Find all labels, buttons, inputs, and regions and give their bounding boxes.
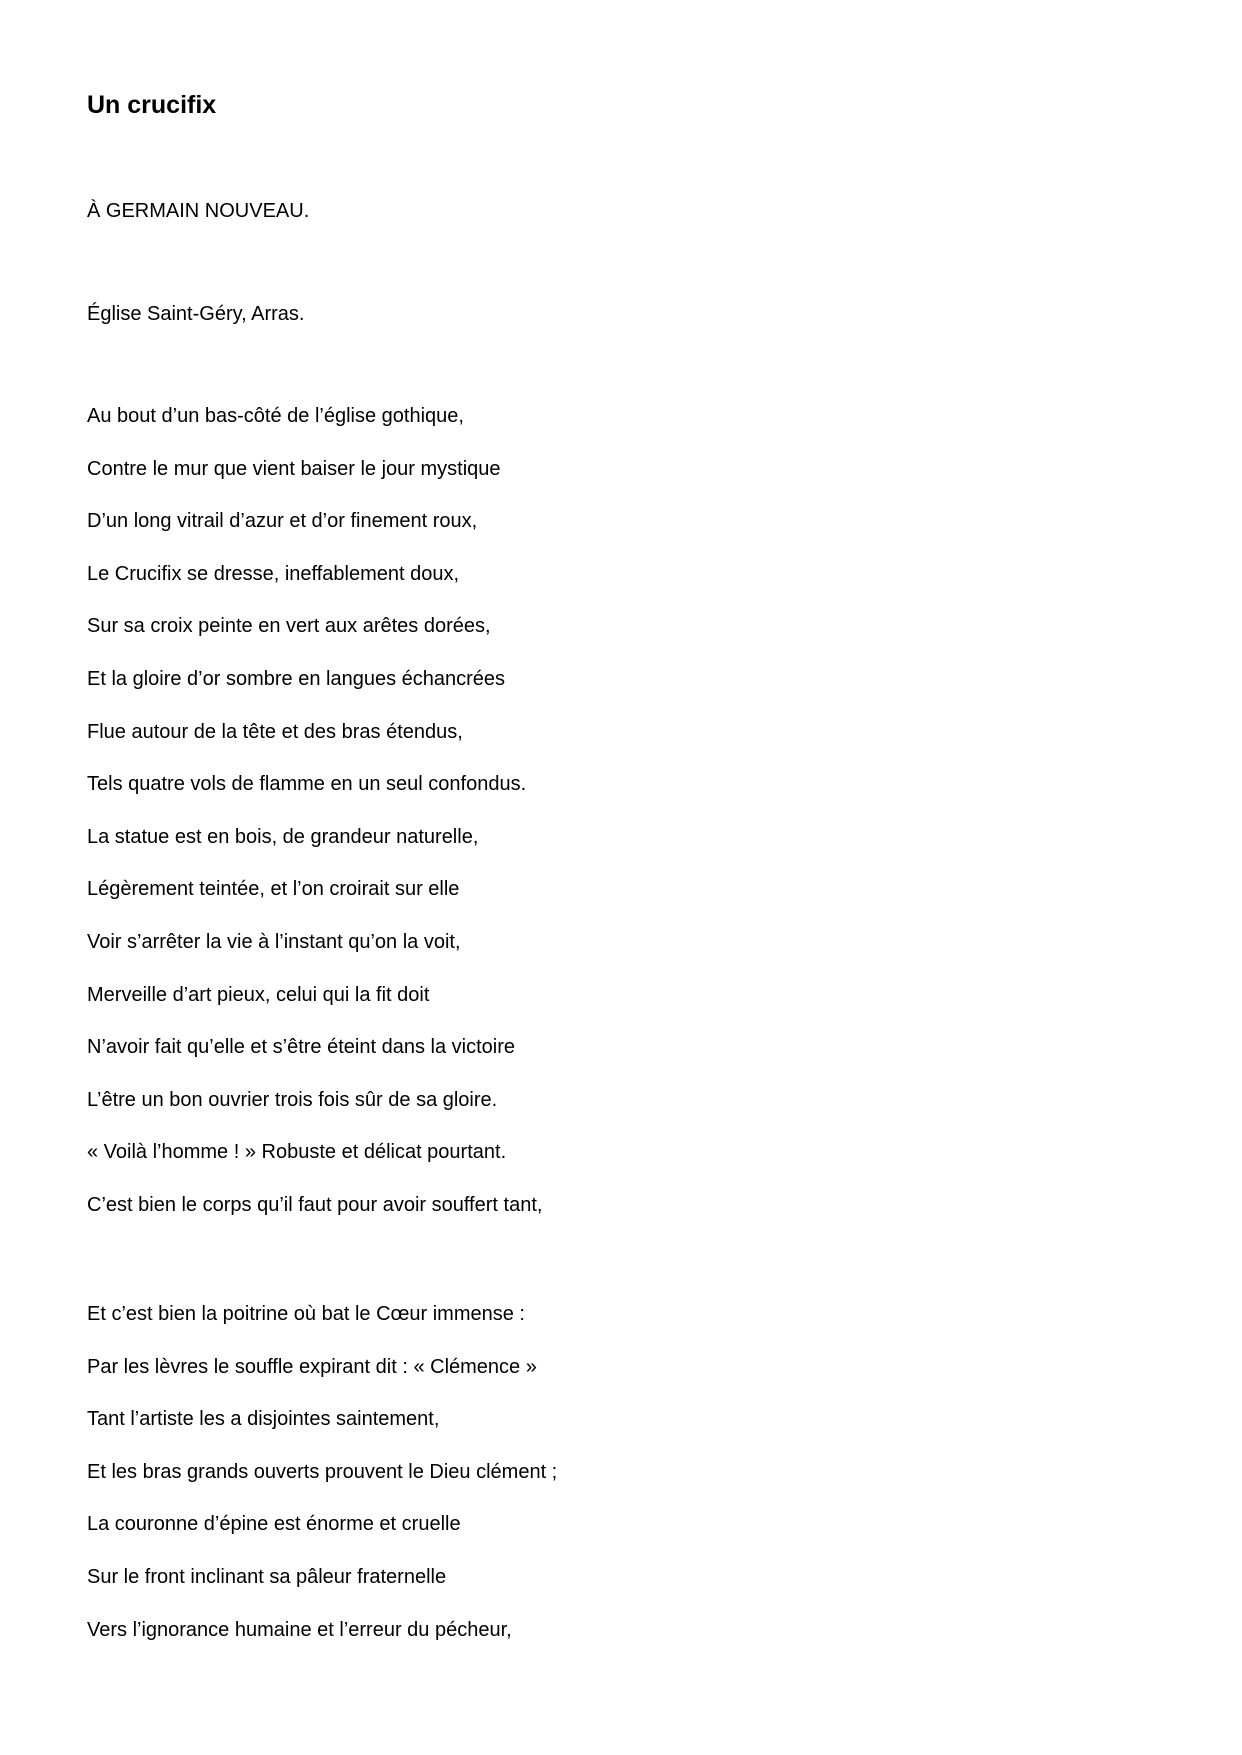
- verse-line: La couronne d’épine est énorme et cruelle: [87, 1513, 461, 1536]
- verse-line: Sur sa croix peinte en vert aux arêtes dorées,: [87, 615, 491, 638]
- poem-dedication: À GERMAIN NOUVEAU.: [87, 200, 310, 222]
- verse-line: La statue est en bois, de grandeur naturelle,: [87, 825, 479, 848]
- verse-line: « Voilà l’homme ! » Robuste et délicat pourtant.: [87, 1141, 507, 1164]
- verse-line: Tant l’artiste les a disjointes saintement,: [87, 1408, 440, 1431]
- verse-line: Flue autour de la tête et des bras étendus,: [87, 720, 463, 743]
- verse-line: Merveille d’art pieux, celui qui la fit doit: [87, 983, 430, 1006]
- verse-line: Le Crucifix se dresse, ineffablement doux,: [87, 562, 460, 585]
- poem-title: Un crucifix: [87, 91, 217, 119]
- verse-line: D’un long vitrail d’azur et d’or finement roux,: [87, 510, 478, 533]
- verse-line: Voir s’arrêter la vie à l’instant qu’on la voit,: [87, 930, 461, 953]
- stanza-2: [87, 1300, 557, 1668]
- verse-line: Au bout d’un bas-côté de l’église gothique,: [87, 405, 464, 427]
- verse-line: N’avoir fait qu’elle et s’être éteint dans la victoire: [87, 1036, 515, 1059]
- verse-line: Vers l’ignorance humaine et l’erreur du pécheur,: [87, 1618, 512, 1641]
- verse-line: L’être un bon ouvrier trois fois sûr de sa gloire.: [87, 1088, 498, 1111]
- verse-line: Contre le mur que vient baiser le jour mystique: [87, 457, 501, 480]
- verse-line: Sur le front inclinant sa pâleur fraternelle: [87, 1565, 447, 1588]
- stanza-1: [87, 402, 542, 1244]
- verse-line: Par les lèvres le souffle expirant dit : « Clémence »: [87, 1355, 537, 1378]
- verse-line: Et c’est bien la poitrine où bat le Cœur immense :: [87, 1303, 525, 1325]
- verse-line: Tels quatre vols de flamme en un seul confondus.: [87, 773, 527, 796]
- verse-line: Légèrement teintée, et l’on croirait sur elle: [87, 878, 460, 901]
- poem-place: Église Saint-Géry, Arras.: [87, 303, 305, 325]
- verse-line: Et la gloire d’or sombre en langues échancrées: [87, 667, 506, 690]
- verse-line: Et les bras grands ouverts prouvent le Dieu clément ;: [87, 1460, 558, 1483]
- verse-line: C’est bien le corps qu’il faut pour avoir souffert tant,: [87, 1193, 543, 1216]
